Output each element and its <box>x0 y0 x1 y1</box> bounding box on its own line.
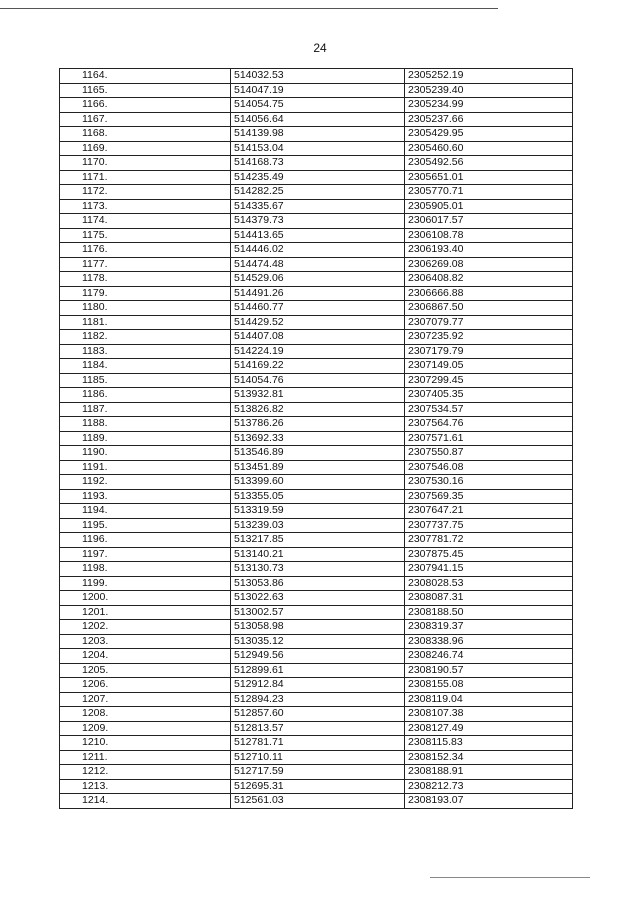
table-row <box>60 678 573 693</box>
table-row <box>60 634 573 649</box>
x-coordinate-cell: 513130.73 <box>231 562 405 577</box>
y-coordinate-cell: 2308188.50 <box>405 605 573 620</box>
x-coordinate-cell: 512899.61 <box>231 663 405 678</box>
y-coordinate-cell: 2308246.74 <box>405 649 573 664</box>
point-number-cell: 1214. <box>60 794 231 809</box>
point-number-cell: 1169. <box>60 141 231 156</box>
y-coordinate-cell: 2307550.87 <box>405 446 573 461</box>
x-coordinate-cell: 513786.26 <box>231 417 405 432</box>
table-row <box>60 127 573 142</box>
y-coordinate-cell: 2306408.82 <box>405 272 573 287</box>
point-number-cell: 1212. <box>60 765 231 780</box>
y-coordinate-cell: 2305234.99 <box>405 98 573 113</box>
point-number-cell: 1175. <box>60 228 231 243</box>
x-coordinate-cell: 513217.85 <box>231 533 405 548</box>
point-number-cell: 1194. <box>60 504 231 519</box>
y-coordinate-cell: 2308115.83 <box>405 736 573 751</box>
x-coordinate-cell: 513140.21 <box>231 547 405 562</box>
point-number-cell: 1206. <box>60 678 231 693</box>
y-coordinate-cell: 2308127.49 <box>405 721 573 736</box>
x-coordinate-cell: 512561.03 <box>231 794 405 809</box>
x-coordinate-cell: 514413.65 <box>231 228 405 243</box>
table-row <box>60 431 573 446</box>
table-row <box>60 388 573 403</box>
table-row <box>60 83 573 98</box>
x-coordinate-cell: 513319.59 <box>231 504 405 519</box>
point-number-cell: 1193. <box>60 489 231 504</box>
y-coordinate-cell: 2307571.61 <box>405 431 573 446</box>
y-coordinate-cell: 2308190.57 <box>405 663 573 678</box>
point-number-cell: 1176. <box>60 243 231 258</box>
table-row <box>60 576 573 591</box>
point-number-cell: 1171. <box>60 170 231 185</box>
x-coordinate-cell: 513932.81 <box>231 388 405 403</box>
table-row <box>60 779 573 794</box>
y-coordinate-cell: 2307530.16 <box>405 475 573 490</box>
x-coordinate-cell: 514056.64 <box>231 112 405 127</box>
x-coordinate-cell: 513546.89 <box>231 446 405 461</box>
table-row <box>60 475 573 490</box>
table-row <box>60 765 573 780</box>
y-coordinate-cell: 2308193.07 <box>405 794 573 809</box>
x-coordinate-cell: 514032.53 <box>231 69 405 84</box>
x-coordinate-cell: 513053.86 <box>231 576 405 591</box>
point-number-cell: 1167. <box>60 112 231 127</box>
x-coordinate-cell: 514379.73 <box>231 214 405 229</box>
x-coordinate-cell: 513826.82 <box>231 402 405 417</box>
x-coordinate-cell: 514474.48 <box>231 257 405 272</box>
table-row <box>60 315 573 330</box>
table-row <box>60 794 573 809</box>
y-coordinate-cell: 2308155.08 <box>405 678 573 693</box>
bottom-rule <box>430 877 590 878</box>
point-number-cell: 1187. <box>60 402 231 417</box>
point-number-cell: 1179. <box>60 286 231 301</box>
point-number-cell: 1199. <box>60 576 231 591</box>
table-row <box>60 257 573 272</box>
point-number-cell: 1205. <box>60 663 231 678</box>
point-number-cell: 1170. <box>60 156 231 171</box>
table-row <box>60 750 573 765</box>
point-number-cell: 1190. <box>60 446 231 461</box>
point-number-cell: 1195. <box>60 518 231 533</box>
point-number-cell: 1201. <box>60 605 231 620</box>
point-number-cell: 1202. <box>60 620 231 635</box>
point-number-cell: 1192. <box>60 475 231 490</box>
x-coordinate-cell: 512813.57 <box>231 721 405 736</box>
x-coordinate-cell: 513692.33 <box>231 431 405 446</box>
point-number-cell: 1204. <box>60 649 231 664</box>
x-coordinate-cell: 512710.11 <box>231 750 405 765</box>
coordinates-table-body <box>60 69 573 809</box>
y-coordinate-cell: 2307569.35 <box>405 489 573 504</box>
x-coordinate-cell: 514054.75 <box>231 98 405 113</box>
point-number-cell: 1168. <box>60 127 231 142</box>
x-coordinate-cell: 514429.52 <box>231 315 405 330</box>
table-row <box>60 707 573 722</box>
point-number-cell: 1207. <box>60 692 231 707</box>
y-coordinate-cell: 2307149.05 <box>405 359 573 374</box>
y-coordinate-cell: 2307737.75 <box>405 518 573 533</box>
x-coordinate-cell: 514407.08 <box>231 330 405 345</box>
x-coordinate-cell: 513239.03 <box>231 518 405 533</box>
point-number-cell: 1177. <box>60 257 231 272</box>
point-number-cell: 1173. <box>60 199 231 214</box>
page-number: 24 <box>313 41 327 55</box>
x-coordinate-cell: 512949.56 <box>231 649 405 664</box>
y-coordinate-cell: 2308107.38 <box>405 707 573 722</box>
y-coordinate-cell: 2306666.88 <box>405 286 573 301</box>
y-coordinate-cell: 2306867.50 <box>405 301 573 316</box>
table-row <box>60 663 573 678</box>
x-coordinate-cell: 512857.60 <box>231 707 405 722</box>
x-coordinate-cell: 513399.60 <box>231 475 405 490</box>
x-coordinate-cell: 512695.31 <box>231 779 405 794</box>
table-row <box>60 591 573 606</box>
point-number-cell: 1211. <box>60 750 231 765</box>
point-number-cell: 1181. <box>60 315 231 330</box>
y-coordinate-cell: 2305429.95 <box>405 127 573 142</box>
table-row <box>60 692 573 707</box>
table-row <box>60 112 573 127</box>
point-number-cell: 1174. <box>60 214 231 229</box>
point-number-cell: 1186. <box>60 388 231 403</box>
table-row <box>60 199 573 214</box>
x-coordinate-cell: 514491.26 <box>231 286 405 301</box>
table-row <box>60 286 573 301</box>
table-row <box>60 243 573 258</box>
point-number-cell: 1164. <box>60 69 231 84</box>
x-coordinate-cell: 512781.71 <box>231 736 405 751</box>
y-coordinate-cell: 2305237.66 <box>405 112 573 127</box>
x-coordinate-cell: 514282.25 <box>231 185 405 200</box>
x-coordinate-cell: 514235.49 <box>231 170 405 185</box>
y-coordinate-cell: 2307299.45 <box>405 373 573 388</box>
y-coordinate-cell: 2308119.04 <box>405 692 573 707</box>
x-coordinate-cell: 513022.63 <box>231 591 405 606</box>
table-row <box>60 272 573 287</box>
point-number-cell: 1198. <box>60 562 231 577</box>
x-coordinate-cell: 514139.98 <box>231 127 405 142</box>
table-row <box>60 460 573 475</box>
x-coordinate-cell: 514054.76 <box>231 373 405 388</box>
y-coordinate-cell: 2307534.57 <box>405 402 573 417</box>
table-row <box>60 185 573 200</box>
table-row <box>60 301 573 316</box>
point-number-cell: 1188. <box>60 417 231 432</box>
x-coordinate-cell: 513035.12 <box>231 634 405 649</box>
point-number-cell: 1180. <box>60 301 231 316</box>
y-coordinate-cell: 2307405.35 <box>405 388 573 403</box>
point-number-cell: 1191. <box>60 460 231 475</box>
y-coordinate-cell: 2308212.73 <box>405 779 573 794</box>
point-number-cell: 1166. <box>60 98 231 113</box>
x-coordinate-cell: 513451.89 <box>231 460 405 475</box>
table-row <box>60 721 573 736</box>
table-row <box>60 562 573 577</box>
y-coordinate-cell: 2306193.40 <box>405 243 573 258</box>
y-coordinate-cell: 2307546.08 <box>405 460 573 475</box>
point-number-cell: 1208. <box>60 707 231 722</box>
point-number-cell: 1203. <box>60 634 231 649</box>
y-coordinate-cell: 2305492.56 <box>405 156 573 171</box>
x-coordinate-cell: 514153.04 <box>231 141 405 156</box>
table-row <box>60 214 573 229</box>
table-row <box>60 649 573 664</box>
table-row <box>60 417 573 432</box>
table-row <box>60 344 573 359</box>
point-number-cell: 1213. <box>60 779 231 794</box>
point-number-cell: 1182. <box>60 330 231 345</box>
y-coordinate-cell: 2305252.19 <box>405 69 573 84</box>
x-coordinate-cell: 514169.22 <box>231 359 405 374</box>
table-row <box>60 489 573 504</box>
point-number-cell: 1178. <box>60 272 231 287</box>
table-row <box>60 736 573 751</box>
coordinates-table <box>59 68 573 809</box>
point-number-cell: 1197. <box>60 547 231 562</box>
table-row <box>60 446 573 461</box>
x-coordinate-cell: 514168.73 <box>231 156 405 171</box>
point-number-cell: 1209. <box>60 721 231 736</box>
top-rule <box>0 8 498 9</box>
x-coordinate-cell: 512717.59 <box>231 765 405 780</box>
y-coordinate-cell: 2307781.72 <box>405 533 573 548</box>
y-coordinate-cell: 2305460.60 <box>405 141 573 156</box>
y-coordinate-cell: 2308028.53 <box>405 576 573 591</box>
y-coordinate-cell: 2307079.77 <box>405 315 573 330</box>
point-number-cell: 1185. <box>60 373 231 388</box>
point-number-cell: 1200. <box>60 591 231 606</box>
y-coordinate-cell: 2305651.01 <box>405 170 573 185</box>
table-row <box>60 228 573 243</box>
point-number-cell: 1189. <box>60 431 231 446</box>
x-coordinate-cell: 512894.23 <box>231 692 405 707</box>
table-row <box>60 605 573 620</box>
table-row <box>60 504 573 519</box>
table-row <box>60 518 573 533</box>
y-coordinate-cell: 2305905.01 <box>405 199 573 214</box>
y-coordinate-cell: 2307875.45 <box>405 547 573 562</box>
y-coordinate-cell: 2307235.92 <box>405 330 573 345</box>
point-number-cell: 1210. <box>60 736 231 751</box>
y-coordinate-cell: 2307179.79 <box>405 344 573 359</box>
x-coordinate-cell: 513002.57 <box>231 605 405 620</box>
table-row <box>60 156 573 171</box>
y-coordinate-cell: 2308087.31 <box>405 591 573 606</box>
y-coordinate-cell: 2308338.96 <box>405 634 573 649</box>
table-row <box>60 533 573 548</box>
x-coordinate-cell: 513058.98 <box>231 620 405 635</box>
x-coordinate-cell: 514224.19 <box>231 344 405 359</box>
table-row <box>60 547 573 562</box>
y-coordinate-cell: 2308188.91 <box>405 765 573 780</box>
x-coordinate-cell: 514446.02 <box>231 243 405 258</box>
table-row <box>60 330 573 345</box>
x-coordinate-cell: 514460.77 <box>231 301 405 316</box>
table-row <box>60 402 573 417</box>
table-row <box>60 170 573 185</box>
point-number-cell: 1165. <box>60 83 231 98</box>
x-coordinate-cell: 514047.19 <box>231 83 405 98</box>
y-coordinate-cell: 2308152.34 <box>405 750 573 765</box>
y-coordinate-cell: 2308319.37 <box>405 620 573 635</box>
x-coordinate-cell: 513355.05 <box>231 489 405 504</box>
table-row <box>60 98 573 113</box>
y-coordinate-cell: 2305770.71 <box>405 185 573 200</box>
point-number-cell: 1183. <box>60 344 231 359</box>
y-coordinate-cell: 2307564.76 <box>405 417 573 432</box>
y-coordinate-cell: 2307647.21 <box>405 504 573 519</box>
table-row <box>60 69 573 84</box>
table-row <box>60 373 573 388</box>
point-number-cell: 1196. <box>60 533 231 548</box>
point-number-cell: 1184. <box>60 359 231 374</box>
x-coordinate-cell: 512912.84 <box>231 678 405 693</box>
x-coordinate-cell: 514529.06 <box>231 272 405 287</box>
point-number-cell: 1172. <box>60 185 231 200</box>
y-coordinate-cell: 2305239.40 <box>405 83 573 98</box>
y-coordinate-cell: 2306108.78 <box>405 228 573 243</box>
table-row <box>60 141 573 156</box>
table-row <box>60 359 573 374</box>
y-coordinate-cell: 2306017.57 <box>405 214 573 229</box>
table-row <box>60 620 573 635</box>
x-coordinate-cell: 514335.67 <box>231 199 405 214</box>
y-coordinate-cell: 2307941.15 <box>405 562 573 577</box>
y-coordinate-cell: 2306269.08 <box>405 257 573 272</box>
